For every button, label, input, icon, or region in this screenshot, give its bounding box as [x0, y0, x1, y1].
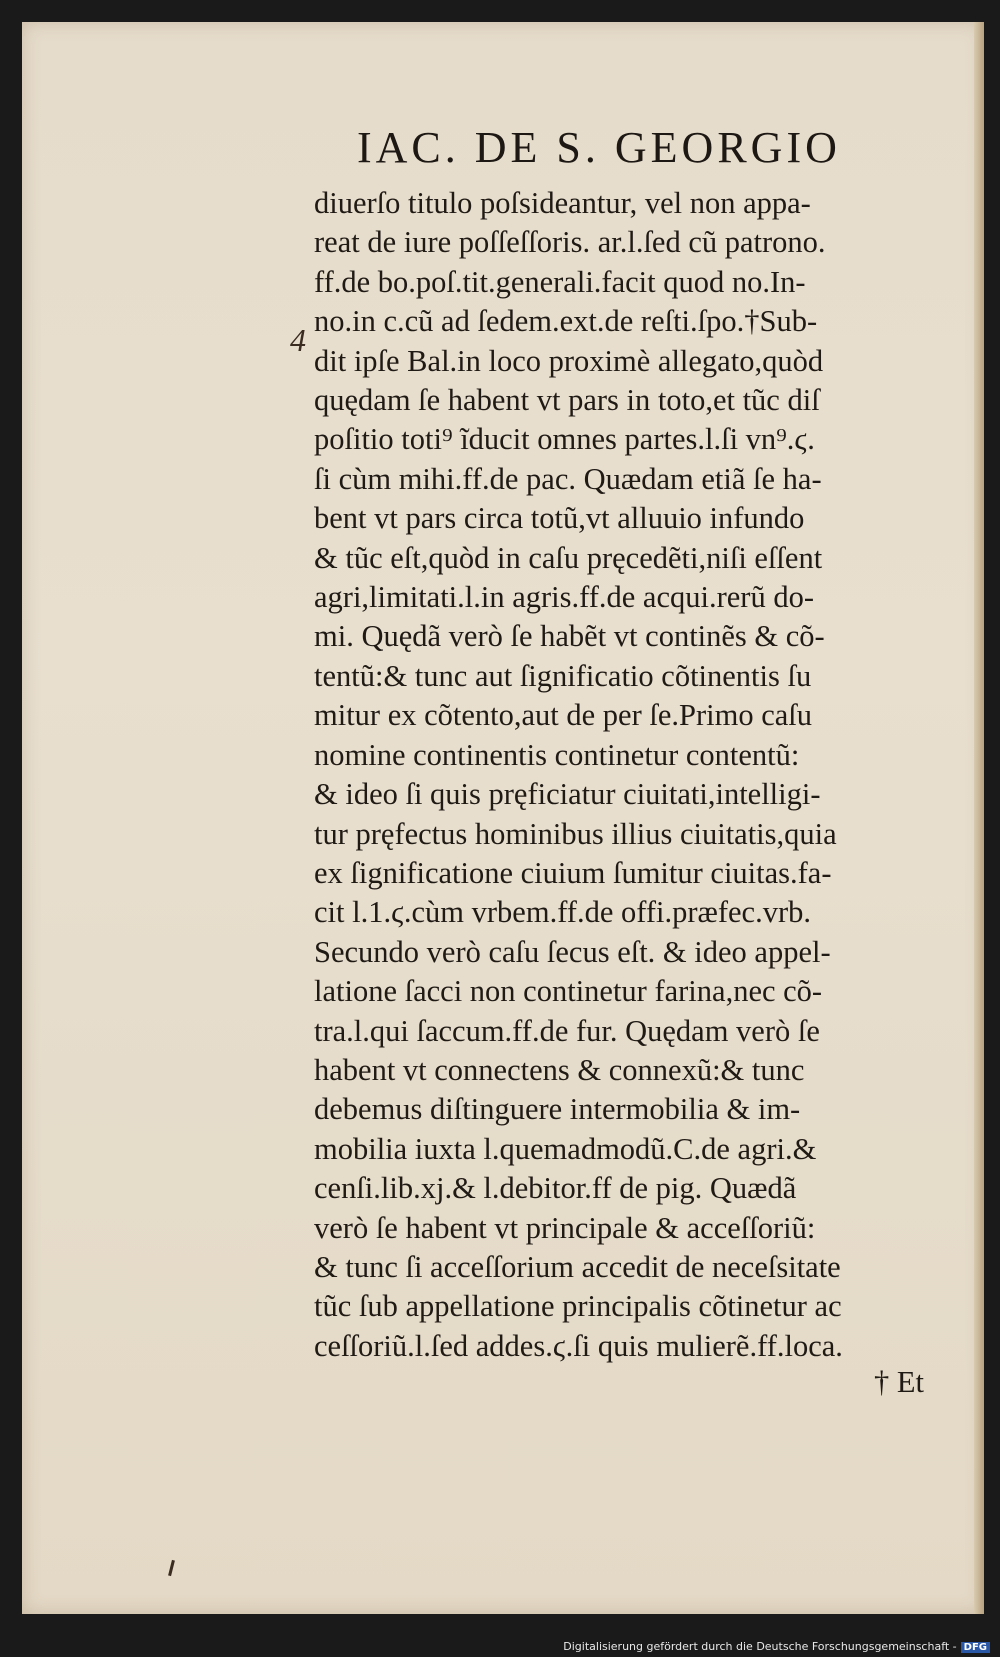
text-line: cit l.1.ϛ.cùm vrbem.ff.de offi.præfec.vrb. — [314, 895, 811, 930]
text-line: poſitio toti⁹ ĩducit omnes partes.l.ſi vn⁹.ϛ. — [314, 422, 815, 457]
text-line: mi. Quędã verò ſe habẽt vt continẽs & cõ- — [314, 619, 825, 654]
text-line: ceſſoriũ.l.ſed addes.ϛ.ſi quis mulierẽ.ff.loca. — [314, 1328, 843, 1363]
text-line: mobilia iuxta l.quemadmodũ.C.de agri.& — [314, 1131, 817, 1166]
text-line: diuerſo titulo poſsideantur, vel non appa- — [314, 186, 811, 220]
text-line: habent vt connectens & connexũ:& tunc — [314, 1052, 805, 1087]
stray-ink-mark — [168, 1560, 175, 1576]
text-line: nomine continentis continetur contentũ: — [314, 737, 800, 772]
text-line: no.in c.cũ ad ſedem.ext.de reſti.ſpo.†Sub- — [314, 304, 818, 339]
text-line: latione ſacci non continetur farina,nec cõ- — [314, 974, 823, 1009]
text-line: verò ſe habent vt principale & acceſſoriũ: — [314, 1210, 816, 1245]
digitization-credit — [563, 1640, 990, 1653]
text-line: agri,limitati.l.in agris.ff.de acqui.rerũ do- — [314, 580, 814, 615]
text-line: & ideo ſi quis pręficiatur ciuitati,intelligi- — [314, 777, 821, 812]
text-line: reat de iure poſſeſſoris. ar.l.ſed cũ patrono. — [314, 225, 826, 260]
text-line: & tunc ſi acceſſorium accedit de neceſsitate — [314, 1249, 841, 1284]
text-line: debemus diſtinguere intermobilia & im- — [314, 1092, 801, 1127]
text-line: cenſi.lib.xj.& l.debitor.ff de pig. Quædã — [314, 1171, 797, 1206]
text-line: ff.de bo.poſ.tit.generali.facit quod no.In- — [314, 264, 806, 299]
credit-text: Digitalisierung gefördert durch die Deutsche Forschungsgemeinschaft - — [563, 1640, 957, 1653]
text-line: tra.l.qui ſaccum.ff.de fur. Quędam verò ſe — [314, 1013, 820, 1048]
dfg-logo: DFG — [961, 1642, 990, 1653]
text-line: tũc ſub appellatione principalis cõtinetur ac — [314, 1289, 842, 1324]
text-line: ſi cùm mihi.ff.de pac. Quædam etiã ſe ha- — [314, 461, 822, 496]
text-line: & tũc eſt,quòd in caſu pręcedẽti,niſi eſſent — [314, 540, 823, 575]
text-line: tentũ:& tunc aut ſignificatio cõtinentis ſu — [314, 658, 812, 693]
text-line: mitur ex cõtento,aut de per ſe.Primo caſu — [314, 698, 813, 733]
text-line: ex ſignificatione ciuium ſumitur ciuitas.fa- — [314, 855, 832, 890]
text-line: bent vt pars circa totũ,vt alluuio infundo — [314, 501, 805, 536]
page-edge — [974, 22, 984, 1614]
text-line: Secundo verò caſu ſecus eſt. & ideo appel- — [314, 934, 831, 969]
text-line: quędam ſe habent vt pars in toto,et tũc diſ — [314, 383, 820, 418]
running-header: IAC. DE S. GEORGIO — [357, 123, 841, 172]
margin-note: 4 — [290, 322, 306, 358]
text-line: dit ipſe Bal.in loco proximè allegato,quòd — [314, 343, 824, 378]
text-line: tur pręfectus hominibus illius ciuitatis,quia — [314, 816, 837, 851]
book-page — [22, 22, 984, 1614]
body-text — [314, 184, 954, 1366]
catchword: † Et — [874, 1365, 924, 1399]
